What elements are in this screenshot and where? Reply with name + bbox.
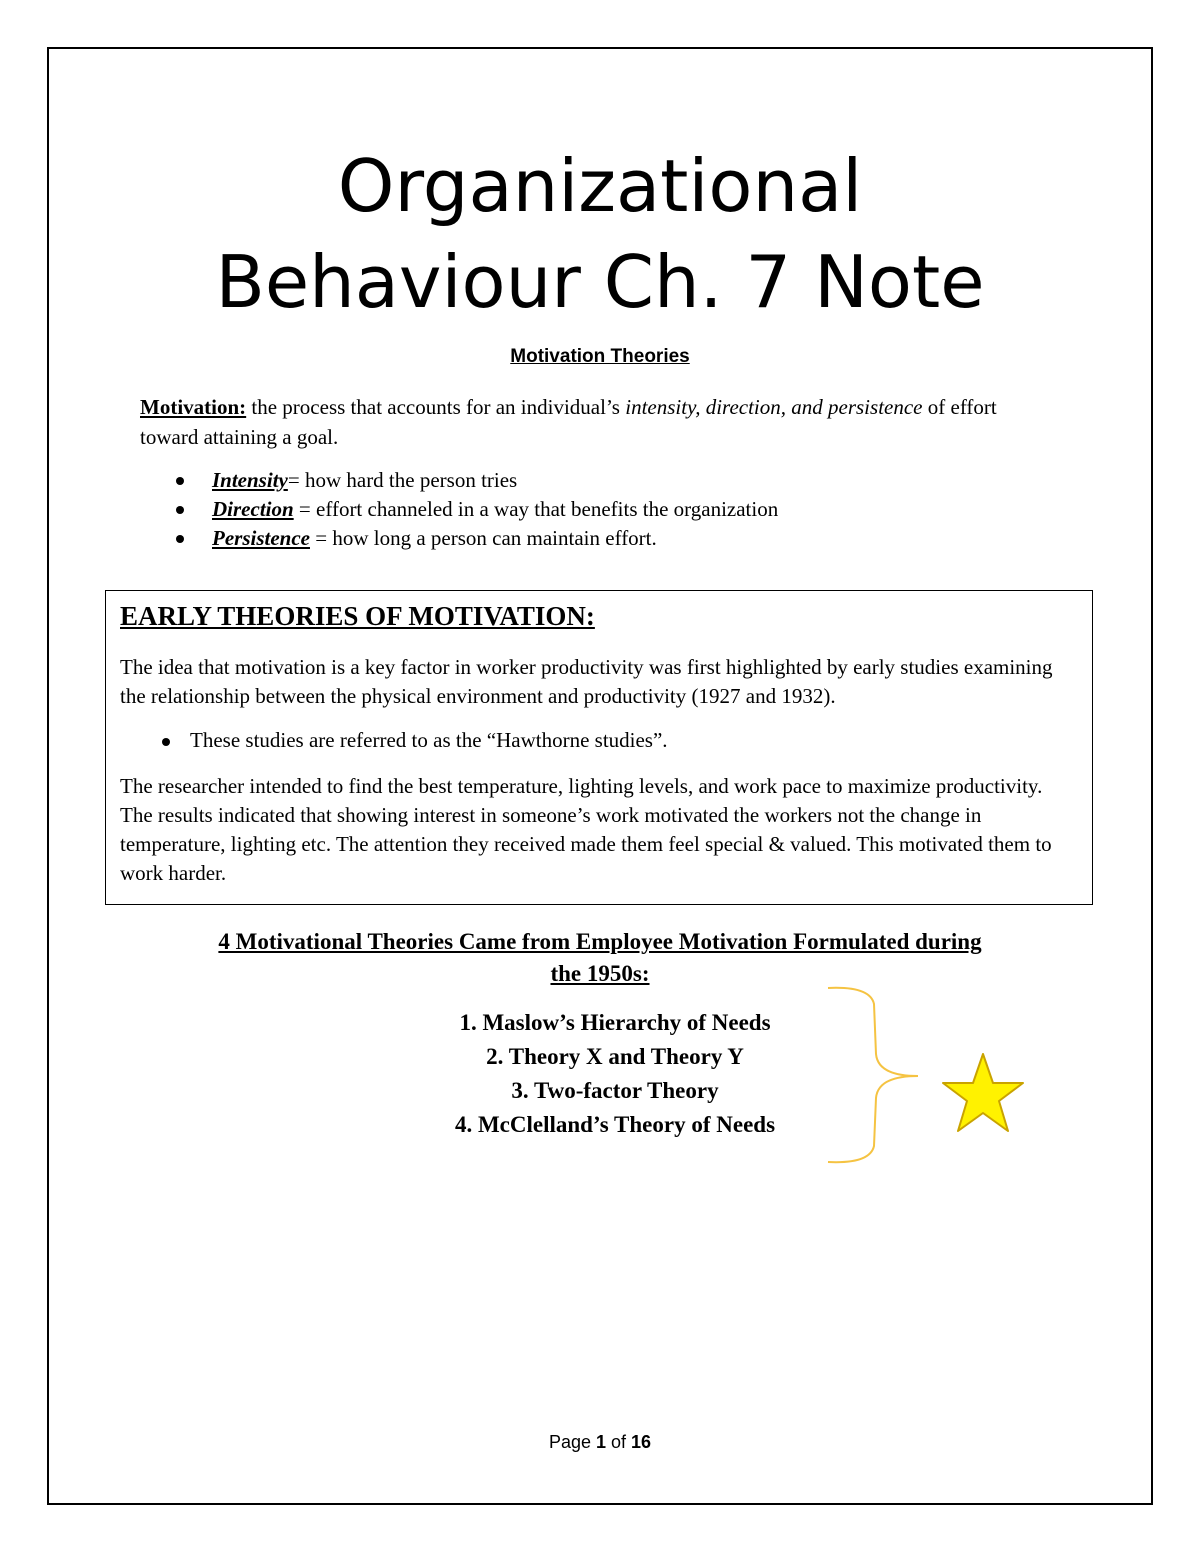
title-line-1: Organizational [337,144,863,228]
early-theories-box [105,590,1093,905]
box-heading: EARLY THEORIES OF MOTIVATION: [120,601,595,631]
theories-list [400,1006,830,1142]
section-subtitle: Motivation Theories [510,346,690,367]
bullet-text: = effort channeled in a way that benefits the organization [293,497,779,521]
bullet-term: Persistence [212,526,310,550]
box-bullet-item [162,728,668,753]
footer-prefix: Page [548,1432,596,1452]
bullet-text: = how hard the person tries [287,468,518,492]
bullet-icon [176,477,184,485]
footer-middle: of [606,1432,632,1452]
box-paragraph-1: The idea that motivation is a key factor in worker productivity was first highlighted by early studies examining the relationship between the physical environment and productivity (1927 and 1932). [120,655,1053,708]
theories-heading-line-1: 4 Motivational Theories Came from Employee Motivation Formulated during [218,929,982,954]
definition-text-after: of effort toward attaining a goal. [140,395,997,449]
theory-item: 2. Theory X and Theory Y [486,1044,744,1069]
bullet-term: Intensity [212,468,288,492]
bullet-icon [176,535,184,543]
box-bullet-text: These studies are referred to as the “Hawthorne studies”. [190,728,668,752]
bullet-text: = how long a person can maintain effort. [309,526,657,550]
bullet-term: Direction [212,497,294,521]
motivation-components-list [170,466,778,553]
list-item [170,495,778,524]
page-title [0,138,1200,330]
bullet-icon [162,738,170,746]
theories-heading-line-2: the 1950s: [550,961,650,986]
theory-item: 3. Two-factor Theory [511,1078,719,1103]
star-icon [938,1050,1028,1136]
theory-item: 4. McClelland’s Theory of Needs [454,1112,776,1137]
definition-text-before: the process that accounts for an individual’s [246,395,626,419]
footer-total-pages: 16 [631,1432,652,1452]
bullet-icon [176,506,184,514]
right-brace-icon [820,984,920,1166]
list-item [170,524,778,553]
page-footer [0,1432,1200,1453]
theory-item: 1. Maslow’s Hierarchy of Needs [459,1010,771,1035]
title-line-2: Behaviour Ch. 7 Note [215,240,985,324]
box-paragraph-2: The researcher intended to find the best temperature, lighting levels, and work pace to maximize productivity. The results indicated that showing interest in someone’s work motivated the workers not the change in temperature, lighting etc. The attention they received made them feel special & valued. This motivated them to work harder. [120,774,1052,885]
list-item [170,466,778,495]
definition-italic: intensity, direction, and persistence [625,395,923,419]
footer-current-page: 1 [595,1432,606,1452]
motivation-definition [140,392,1060,452]
theories-heading [0,926,1200,990]
definition-term: Motivation: [140,395,247,419]
